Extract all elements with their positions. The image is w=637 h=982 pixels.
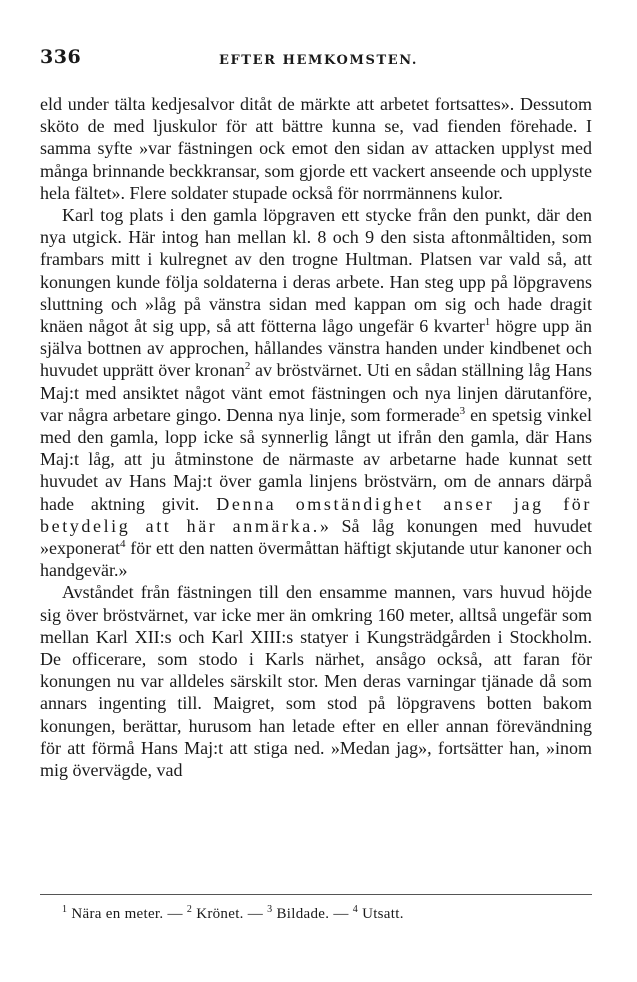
text-run: Karl tog plats i den gamla löpgraven ett stycke från den punkt, där den nya utgick. Här intog han mellan kl. 8 och 9 den sista aftonmåltiden, som frambars mitt i kulregnet av den trogne Hultman. Platsen var vald så, att konungen kunde följa soldaterna i deras arbete. Han steg upp på löpgravens sluttning och »låg på vänstra sidan med kappan om sig och hade dragit knäen något åt sig upp, så att fötterna lågo ungefär 6 kvarter <box>40 205 592 337</box>
footnote-text: Utsatt. <box>358 906 404 922</box>
footnote-mark: 4 <box>352 904 359 915</box>
footnote-ref: 4 <box>119 538 126 551</box>
footnote-mark: 1 <box>62 904 68 915</box>
footnote-separator: — <box>329 906 353 922</box>
footnote-item <box>353 906 404 922</box>
body-text <box>40 93 592 781</box>
footnote-mark: 3 <box>267 904 273 915</box>
footnote-ref: 1 <box>484 316 491 329</box>
running-head: EFTER HEMKOMSTEN. <box>218 53 419 68</box>
text-run: » Så låg konungen med huvudet »exponerat <box>40 515 592 559</box>
text-run: för ett den natten övermåttan häftigt skjutande utur kanoner och handgevär.» <box>40 538 592 581</box>
footnote-ref: 2 <box>244 360 251 373</box>
footnote-divider <box>40 894 592 895</box>
footnote-separator: — <box>163 906 187 922</box>
footnote-item <box>267 906 329 922</box>
footnote-ref: 3 <box>459 404 466 417</box>
footnote-text: Bildade. <box>272 906 330 922</box>
text-run: Avståndet från fästningen till den ensamme mannen, vars huvud höjde sig över bröstvärnet, var icke mer än omkring 160 meter, alltså ungefär som mellan Karl XII:s och Karl XIII:s statyer i Kungsträdgården i Stockholm. De officerare, som stodo i Karls närhet, ansågo också, att faran för konungen nu var alldeles särskilt stor. Men deras varningar tjänade då som annars ingenting till. Maigret, som stod på löpgravens botten bakom konungen, berättar, hurusom han letade efter en eller annan förevändning för att förmå Hans Maj:t att stiga ned. »Medan jag», fortsätter han, »inom mig övervägde, vad <box>40 582 592 781</box>
paragraph <box>40 581 592 781</box>
footnote-item <box>62 906 163 922</box>
text-run: eld under tälta kedjesalvor ditåt de märkte att arbetet fortsattes». Dessutom sköto de med ljuskulor för att bättre kunna se, vad fienden förehade. I samma syfte »var fästningen ock emot den sidan av attacken upplyst med många brinnande beckkransar, som gjorde ett vackert anseende och upplyste hela fältet». Flere soldater stupade också för norrmännens kulor. <box>40 94 592 203</box>
footnote-item <box>187 906 244 922</box>
footnote-text: Krönet. <box>192 906 244 922</box>
paragraph <box>40 204 592 581</box>
text-run: en spetsig vinkel med den gamla, lopp icke så synnerlig långt ut ifrån den gamla, där Hans Maj:t låg, att ju åtminstone de närmaste av arbetarne hade kunnat sett huvudet av Hans Maj:t över gamla linjens bröstvärn, om de annars därpå hade aktning givit. <box>40 404 592 514</box>
footnote-text: Nära en meter. <box>67 906 164 922</box>
emphasized-text: Denna omständighet anser jag för betydelig att här anmärka. <box>40 493 592 536</box>
footnote-mark: 2 <box>186 904 193 915</box>
paragraph <box>40 93 592 204</box>
footnotes <box>62 906 404 923</box>
text-run: av bröstvärnet. Uti en sådan ställning låg Hans Maj:t med ansiktet något vänt emot fästningen och nya linjen därutanföre, var några arbetare gingo. Denna nya linje, som formerade <box>40 360 592 425</box>
text-run: högre upp än själva bottnen av approchen, hållandes vänstra handen under kindbenet och huvudet upprätt över kronan <box>40 316 592 381</box>
footnote-separator: — <box>243 906 268 922</box>
page-number: 336 <box>40 46 82 68</box>
